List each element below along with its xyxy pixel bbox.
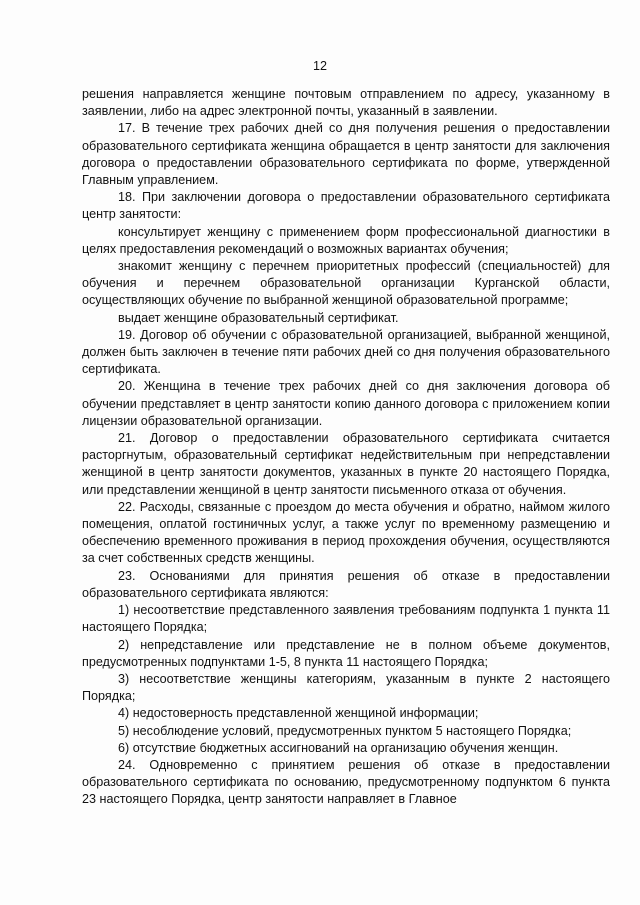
paragraph-23-item-2: 2) непредставление или представление не в полном объеме документов, предусмотренных подпунктами 1-5, 8 пункта 11 настоящего Порядка; xyxy=(82,637,610,669)
paragraph-21: 21. Договор о предоставлении образовательного сертификата считается расторгнутым, образовательный сертификат недействительным при непредставлении женщиной в центр занятости документов, указанных в пункте 20 настоящего Порядка, или представлении женщиной в центр занятости письменного отказа от обучения. xyxy=(82,431,610,497)
page-number: 12 xyxy=(312,59,327,73)
paragraph-20: 20. Женщина в течение трех рабочих дней со дня заключения договора об обучении представляет в центр занятости копию данного договора с приложением копии лицензии образовательной организации. xyxy=(82,379,610,428)
paragraph-23-item-5: 5) несоблюдение условий, предусмотренных пунктом 5 настоящего Порядка; xyxy=(118,723,572,738)
paragraph-18-item-3: выдает женщине образовательный сертификат. xyxy=(118,310,399,325)
paragraph-23-item-6: 6) отсутствие бюджетных ассигнований на организацию обучения женщин. xyxy=(118,740,559,755)
paragraph-19: 19. Договор об обучении с образовательной организацией, выбранной женщиной, должен быть заключен в течение пяти рабочих дней со дня получения образовательного сертификата. xyxy=(82,327,610,377)
paragraph-24: 24. Одновременно с принятием решения об отказе в предоставлении образовательного сертификата по основанию, предусмотренному подпунктом 6 пункта 23 настоящего Порядка, центр занятости направляет в Главное xyxy=(82,757,610,807)
paragraph-18-item-2: знакомит женщину с перечнем приоритетных профессий (специальностей) для обучения и перечнем образовательной организации Курганской области, осуществляющих обучение по выбранной женщиной образовательной программе; xyxy=(82,259,610,308)
paragraph-17: 17. В течение трех рабочих дней со дня получения решения о предоставлении образовательного сертификата женщина обращается в центр занятости для заключения договора о предоставлении образовательного сертификата по форме, утвержденной Главным управлением. xyxy=(82,121,610,188)
paragraph-continuation: решения направляется женщине почтовым отправлением по адресу, указанному в заявлении, либо на адрес электронной почты, указанный в заявлении. xyxy=(82,87,610,119)
paragraph-23-item-1: 1) несоответствие представленного заявления требованиям подпункта 1 пункта 11 настоящего Порядка; xyxy=(82,603,610,635)
paragraph-23-item-3: 3) несоответствие женщины категориям, указанным в пункте 2 настоящего Порядка; xyxy=(82,671,610,704)
paragraph-22: 22. Расходы, связанные с проездом до места обучения и обратно, наймом жилого помещения, оплатой гостиничных услуг, а также услуг по временному размещению и обеспечению временного проживания в период прохождения обучения, осуществляются за счет собственных средств женщины. xyxy=(82,499,610,566)
document-body xyxy=(82,86,610,809)
paragraph-18-item-1: консультирует женщину с применением форм профессиональной диагностики в целях предоставления рекомендаций о возможных вариантах обучения; xyxy=(82,224,610,256)
paragraph-23-item-4: 4) недостоверность представленной женщиной информации; xyxy=(118,706,479,721)
paragraph-23: 23. Основаниями для принятия решения об отказе в предоставлении образовательного сертификата являются: xyxy=(82,568,610,600)
paragraph-18: 18. При заключении договора о предоставлении образовательного сертификата центр занятости: xyxy=(82,190,610,222)
